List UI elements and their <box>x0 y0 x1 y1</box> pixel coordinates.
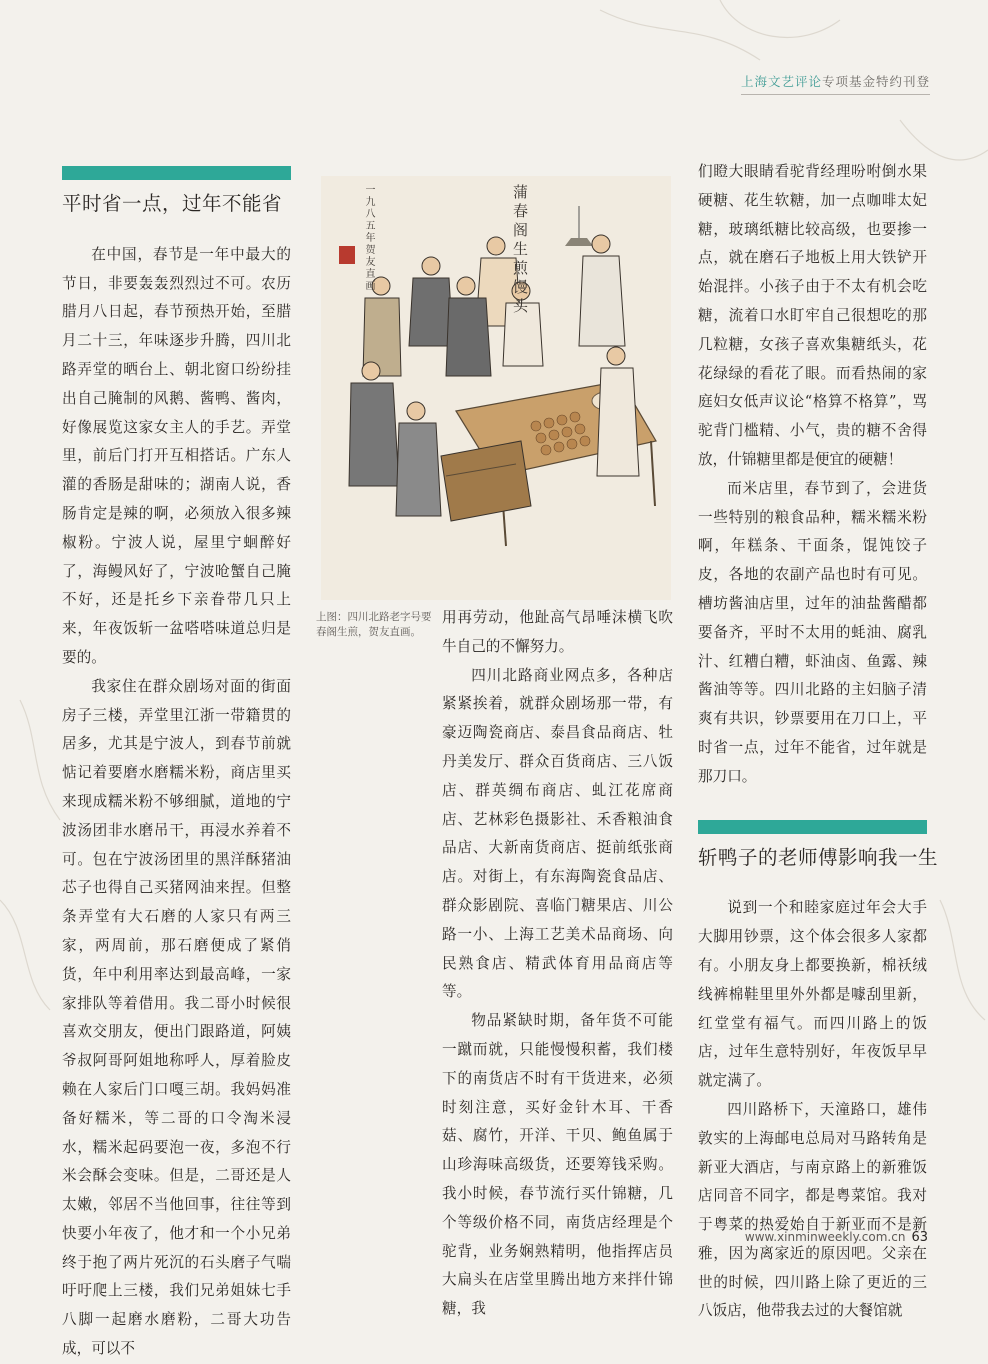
header-subtitle: 专项基金特约刊登 <box>821 74 930 89</box>
illustration-shengjian-shop <box>321 176 671 600</box>
paragraph: 我家住在群众剧场对面的街面房子三楼，弄堂里江浙一带籍贯的居多，尤其是宁波人，到春节前就惦记着要磨水磨糯米粉，商店里买来现成糯米粉不够细腻，道地的宁波汤团非水磨吊干，再浸水养着不可。包在宁波汤团里的黑洋酥猪油芯子也得自己买猪网油来捏。但整条弄堂有大石磨的人家只有两三家，两周前，那石磨便成了紧俏货，年中利用率达到最高峰，一家家排队等着借用。我二哥小时候很喜欢交朋友，便出门跟路道，阿姨爷叔阿哥阿姐地称呼人，厚着脸皮赖在人家后门口嘎三胡。我妈妈准备好糯米，等二哥的口令淘米浸水，糯米起码要泡一夜，多泡不行米会酥会变味。但是，二哥还是人太嫩，邻居不当他回事，往往等到快要小年夜了，他才和一个小兄弟终于抱了两片死沉的石头磨子气喘吁吁爬上三楼，我们兄弟姐妹七手八脚一起磨水磨粉，二哥大功告成，可以不 <box>62 677 291 1358</box>
page-number: 63 <box>911 1230 928 1245</box>
section-bar-1 <box>62 166 291 180</box>
page-footer <box>745 1230 928 1245</box>
footer-url[interactable]: www.xinminweekly.com.cn <box>744 1230 906 1244</box>
article-column-1 <box>62 166 291 1364</box>
paragraph: 物品紧缺时期，备年货不可能一蹴而就，只能慢慢积蓄，我们楼下的南货店不时有干货进来，必须时刻注意，买好金针木耳、干香菇、腐竹，开洋、干贝、鲍鱼属于山珍海味高级货，还要筹钱采购。我小时候，春节流行买什锦糖，几个等级价格不同，南货店经理是个驼背，业务娴熟精明，他指挥店员大扁头在店堂里腾出地方来拌什锦糖，我 <box>442 1012 673 1318</box>
illustration-signature: 一九八五年贺友直画 <box>363 184 374 292</box>
section-title-1: 平时省一点，过年不能省 <box>62 192 283 215</box>
illustration-inscription: 蒲春阁生煎馒头 <box>511 184 529 317</box>
header-brand: 上海文艺评论 <box>740 74 822 89</box>
illustration-caption: 上图：四川北路老字号要春阁生煎，贺友直画。 <box>316 611 432 638</box>
paragraph: 用再劳动，他趾高气昂唾沫横飞吹牛自己的不懈努力。 <box>442 609 673 655</box>
paragraph: 在中国，春节是一年中最大的节日，非要轰轰烈烈过不可。农历腊月八日起，春节预热开始，至腊月二十三，年味逐步升腾，四川北路弄堂的晒台上、朝北窗口纷纷挂出自己腌制的风鹅、酱鸭、酱肉，好像展览这家女主人的手艺。弄堂里，前后门打开互相搭话。广东人灌的香肠是甜味的；湖南人说，香肠肯定是辣的啊，必须放入很多辣椒粉。宁波人说，屋里宁蛔醉好了，海鳗风好了，宁波呛蟹自己腌不好，还是托乡下亲眷带几只上来，年夜饭斩一盆嗒嗒味道总归是要的。 <box>62 245 291 666</box>
section-title-2: 斩鸭子的老师傅影响我一生 <box>698 845 939 869</box>
paragraph: 说到一个和睦家庭过年会大手大脚用钞票，这个体会很多人家都有。小朋友身上都要换新，棉袄绒线裤棉鞋里里外外都是噱刮里新，红堂堂有福气。而四川路上的饭店，过年生意特别好，年夜饭早早就定满了。 <box>698 899 927 1090</box>
paragraph: 而米店里，春节到了，会进货一些特别的粮食品种，糯米糯米粉啊，年糕条、干面条，馄饨饺子皮，各地的农副产品也时有可见。槽坊酱油店里，过年的油盐酱醋都要备齐，平时不太用的蚝油、腐乳汁、红糟白糟，虾油卤、鱼露、辣酱油等等。四川北路的主妇脑子清爽有共识，钞票要用在刀口上，平时省一点，过年不能省，过年就是那刀口。 <box>698 479 927 785</box>
article-column-3 <box>698 158 939 1326</box>
paragraph: 四川北路商业网点多，各种店紧紧挨着，就群众剧场那一带，有豪迈陶瓷商店、泰昌食品商店、牡丹美发厅、群众百货商店、三八饭店、群英绸布商店、虬江花席商店、艺林彩色摄影社、禾香粮油食品店、大新南货商店、挺前纸张商店。对街上，有东海陶瓷食品店、群众影剧院、喜临门糖果店、川公路一小、上海工艺美术品商场、向民熟食店、精武体育用品商店等等。 <box>442 666 673 1001</box>
magazine-header <box>741 72 930 95</box>
section-bar-2 <box>698 820 927 834</box>
paragraph: 四川路桥下，天潼路口，雄伟敦实的上海邮电总局对马路转角是新亚大酒店，与南京路上的新雅饭店同音不同字，都是粤菜馆。我对于粤菜的热爱始自于新亚而不是新雅，因为离家近的原因吧。父亲在世的时候，四川路上除了更近的三八饭店，他带我去过的大餐馆就 <box>698 1100 927 1320</box>
paragraph: 们瞪大眼睛看驼背经理吩咐倒水果硬糖、花生软糖，加一点咖啡太妃糖，玻璃纸糖比较高级，也要掺一点，就在磨石子地板上用大铁铲开始混拌。小孩子由于不太有机会吃糖，流着口水盯牢自己很想吃的那几粒糖，女孩子喜欢集糖纸头，花花绿绿的看花了眼。而看热闹的家庭妇女低声议论“格算不格算”，骂驼背门槛精、小气，贵的糖不舍得放，什锦糖里都是便宜的硬糖！ <box>698 163 927 468</box>
article-column-2 <box>442 604 673 1324</box>
